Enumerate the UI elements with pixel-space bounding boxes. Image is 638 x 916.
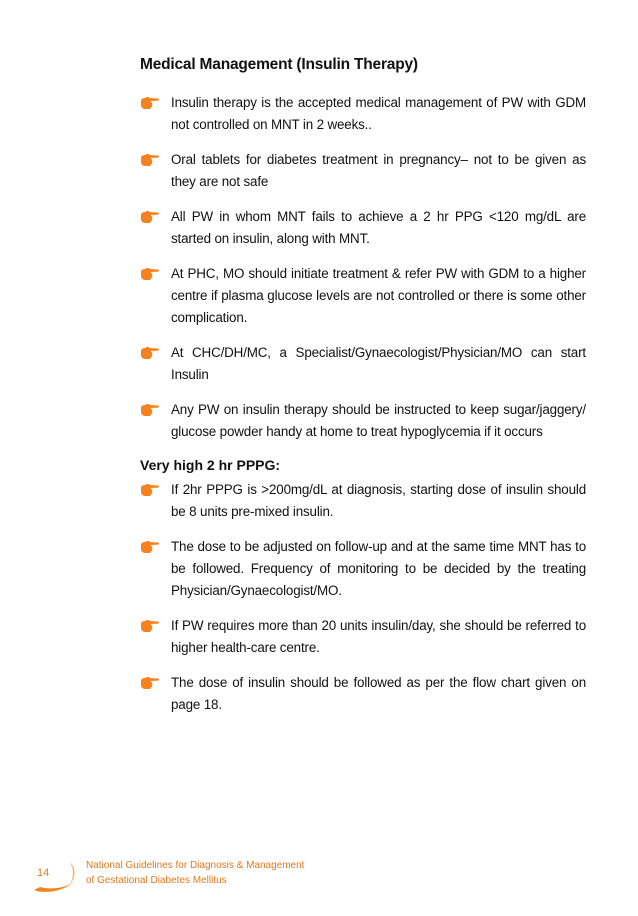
- pointing-hand-icon: [140, 267, 160, 281]
- list-item-text: Insulin therapy is the accepted medical management of PW with GDM not controlled on MNT in 2 weeks..: [171, 95, 586, 132]
- pointing-hand-icon: [140, 540, 160, 554]
- list-item-text: Any PW on insulin therapy should be instructed to keep sugar/jaggery/ glucose powder handy at home to treat hypoglycemia if it occurs: [171, 402, 586, 439]
- list-item: [140, 672, 586, 716]
- list-item: [140, 536, 586, 602]
- footer-title: [86, 858, 304, 888]
- list-item: [140, 263, 586, 329]
- footer-line-1: National Guidelines for Diagnosis & Management: [86, 860, 305, 871]
- list-item-text: Oral tablets for diabetes treatment in pregnancy– not to be given as they are not safe: [171, 152, 586, 189]
- page-footer: [30, 850, 430, 900]
- list-item-text: If PW requires more than 20 units insulin/day, she should be referred to higher health-care centre.: [171, 618, 586, 655]
- footer-line-2: of Gestational Diabetes Mellitus: [86, 875, 227, 886]
- list-item-text: At PHC, MO should initiate treatment & refer PW with GDM to a higher centre if plasma glucose levels are not controlled or there is some other complication.: [171, 266, 586, 325]
- page-number: 14: [37, 867, 50, 879]
- list-item-text: If 2hr PPPG is >200mg/dL at diagnosis, starting dose of insulin should be 8 units pre-mixed insulin.: [171, 482, 586, 519]
- list-item: [140, 479, 586, 523]
- pointing-hand-icon: [140, 676, 160, 690]
- pointing-hand-icon: [140, 153, 160, 167]
- list-item: [140, 149, 586, 193]
- list-item: [140, 399, 586, 443]
- pointing-hand-icon: [140, 210, 160, 224]
- section-title: Medical Management (Insulin Therapy): [140, 56, 418, 73]
- list-item-text: All PW in whom MNT fails to achieve a 2 hr PPG <120 mg/dL are started on insulin, along with MNT.: [171, 209, 586, 246]
- very-high-ppg-list: [140, 479, 586, 716]
- list-item: [140, 206, 586, 250]
- pointing-hand-icon: [140, 619, 160, 633]
- list-item-text: The dose to be adjusted on follow-up and at the same time MNT has to be followed. Frequency of monitoring to be decided by the treating Physician/Gynaecologist/MO.: [171, 539, 586, 598]
- page-content: [140, 56, 586, 729]
- list-item: [140, 615, 586, 659]
- pointing-hand-icon: [140, 96, 160, 110]
- pointing-hand-icon: [140, 403, 160, 417]
- subsection-title: Very high 2 hr PPPG:: [140, 457, 281, 473]
- list-item-text: The dose of insulin should be followed as per the flow chart given on page 18.: [171, 675, 586, 712]
- insulin-therapy-list: [140, 92, 586, 443]
- list-item: [140, 92, 586, 136]
- pointing-hand-icon: [140, 346, 160, 360]
- list-item-text: At CHC/DH/MC, a Specialist/Gynaecologist/Physician/MO can start Insulin: [171, 345, 586, 382]
- pointing-hand-icon: [140, 483, 160, 497]
- list-item: [140, 342, 586, 386]
